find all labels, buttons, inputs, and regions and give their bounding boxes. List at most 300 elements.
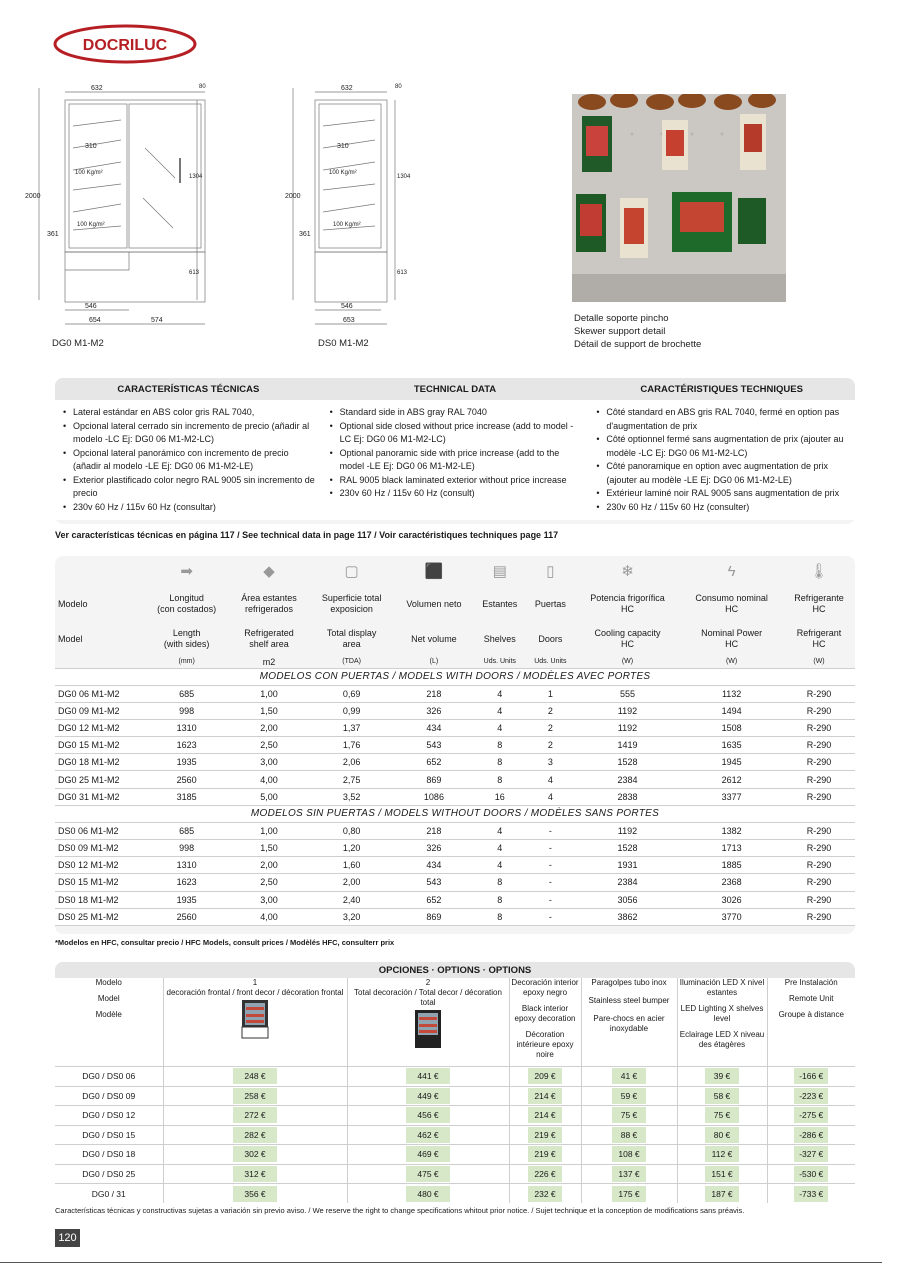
- table-cell: 4: [474, 685, 526, 702]
- table-cell: [347, 1067, 509, 1087]
- technical-features-header: [55, 378, 855, 400]
- table-cell: [509, 1164, 581, 1184]
- table-row: [55, 771, 855, 788]
- table-cell: [509, 1184, 581, 1204]
- table-cell: 1,00: [229, 822, 309, 839]
- tech-fr-item: • Extérieur laminé noir RAL 9005 sans augmentation de prix: [596, 487, 849, 501]
- table-cell: 2384: [575, 874, 680, 891]
- table-cell: 1086: [394, 788, 473, 805]
- table-cell: R-290: [783, 771, 855, 788]
- spec-header-cell: Estantes: [482, 598, 518, 609]
- dim-load2: 100 Kg/m²: [333, 222, 361, 228]
- price-value: 475 €: [406, 1166, 450, 1182]
- table-cell: 2,00: [229, 719, 309, 736]
- table-cell: [163, 1125, 347, 1145]
- table-cell: [163, 1145, 347, 1165]
- dim-side: 361: [47, 231, 59, 238]
- spec-header-cell: Consumo nominal HC: [695, 593, 768, 614]
- options-title: OPCIONES · OPTIONS · OPTIONS: [55, 962, 855, 978]
- table-cell: 685: [144, 822, 229, 839]
- table-cell: R-290: [783, 874, 855, 891]
- table-cell: DG0 / DS0 25: [55, 1164, 163, 1184]
- table-cell: 434: [394, 719, 473, 736]
- footer-disclaimer: Características técnicas y constructivas sujetas a variación sin previo aviso. / We reserve the right to change specifications whitout prior notice. / Sujet technique et la conception de modifications sans préavis.: [55, 1206, 745, 1215]
- price-value: 441 €: [406, 1068, 450, 1084]
- price-value: 219 €: [528, 1127, 562, 1143]
- table-cell: -: [526, 874, 575, 891]
- table-cell: 1,76: [309, 737, 394, 754]
- dim-shelf: 310: [337, 143, 349, 150]
- spec-unit-cell: (L): [394, 656, 473, 668]
- tech-column-es: [55, 406, 322, 520]
- table-cell: 652: [394, 891, 473, 908]
- table-cell: 8: [474, 908, 526, 925]
- table-cell: [509, 1067, 581, 1087]
- tech-es-item: • Opcional lateral cerrado sin incremento de precio (añadir al modelo -LC Ej: DG0 06 M1-M2-LC): [63, 420, 316, 447]
- table-cell: 1528: [575, 840, 680, 857]
- opt-col-total-decor: 2 Total decoración / Total decor / décoration total: [347, 978, 509, 1067]
- table-cell: 1,50: [229, 702, 309, 719]
- table-row: [55, 822, 855, 839]
- table-cell: DG0 06 M1-M2: [55, 685, 144, 702]
- table-row: [55, 702, 855, 719]
- table-cell: 1192: [575, 719, 680, 736]
- table-cell: [581, 1106, 677, 1126]
- price-value: 480 €: [406, 1186, 450, 1202]
- hfc-note: *Modelos en HFC, consultar precio / HFC Models, consult prices / Modèlés HFC, consulterr prix: [55, 938, 395, 947]
- door-icon: ▯: [546, 563, 555, 580]
- table-cell: DG0 18 M1-M2: [55, 754, 144, 771]
- table-cell: 4: [474, 822, 526, 839]
- tech-fr-item: • 230v 60 Hz / 115v 60 Hz (consulter): [596, 501, 849, 515]
- tech-fr-item: • Côté optionnel fermé sans augmentation de prix (ajouter au modèle -LC Ej: DG0 06 M1-M2-LC): [596, 433, 849, 460]
- table-cell: 326: [394, 840, 473, 857]
- table-cell: 0,99: [309, 702, 394, 719]
- see-technical-data-note: Ver características técnicas en página 117 / See technical data in page 117 / Voir caractéristiques techniques page 117: [55, 530, 559, 540]
- table-cell: 1310: [144, 719, 229, 736]
- tech-es-item: • 230v 60 Hz / 115v 60 Hz (consultar): [63, 501, 316, 515]
- table-cell: R-290: [783, 840, 855, 857]
- table-cell: 1508: [680, 719, 783, 736]
- price-value: 41 €: [612, 1068, 646, 1084]
- table-cell: 2560: [144, 771, 229, 788]
- tech-column-fr: [588, 406, 855, 520]
- dim-height: 2000: [285, 193, 301, 200]
- dim-shelf: 310: [85, 143, 97, 150]
- table-row: [55, 891, 855, 908]
- table-cell: [509, 1145, 581, 1165]
- table-cell: 0,80: [309, 822, 394, 839]
- dim-top-h: 80: [395, 84, 402, 90]
- table-cell: 2384: [575, 771, 680, 788]
- table-cell: R-290: [783, 857, 855, 874]
- table-cell: 2560: [144, 908, 229, 925]
- specifications-panel: [55, 556, 855, 934]
- spec-header-cell: Cooling capacity HC: [594, 628, 661, 649]
- display-area-icon: ▢: [344, 563, 359, 580]
- table-cell: DG0 / DS0 12: [55, 1106, 163, 1126]
- table-cell: 543: [394, 874, 473, 891]
- arrow-icon: ➡: [180, 563, 193, 580]
- spec-header-cell: Doors: [538, 633, 563, 644]
- table-cell: -: [526, 857, 575, 874]
- table-cell: -: [526, 822, 575, 839]
- table-cell: [677, 1106, 767, 1126]
- dg0-caption: DG0 M1-M2: [52, 338, 104, 349]
- spec-header-cell: Shelves: [483, 633, 516, 644]
- options-header-row: [55, 978, 855, 1067]
- table-cell: 3: [526, 754, 575, 771]
- table-cell: 2,40: [309, 891, 394, 908]
- table-cell: [509, 1086, 581, 1106]
- spec-unit-cell: (TDA): [309, 656, 394, 668]
- table-cell: 2,00: [309, 874, 394, 891]
- table-cell: DG0 / DS0 15: [55, 1125, 163, 1145]
- table-cell: 16: [474, 788, 526, 805]
- skewer-support-photo: [572, 94, 786, 302]
- tech-fr-item: • Côté standard en ABS gris RAL 7040, fermé en option pas d'augmentation de prix: [596, 406, 849, 433]
- table-cell: 2,75: [309, 771, 394, 788]
- table-cell: 1623: [144, 737, 229, 754]
- brand-name: DOCRILUC: [82, 37, 168, 54]
- table-cell: DS0 06 M1-M2: [55, 822, 144, 839]
- table-cell: [581, 1086, 677, 1106]
- tech-en-item: • Optional panoramic side with price increase (add to the model -LE Ej: DG0 06 M1-M2-LE): [330, 447, 583, 474]
- table-cell: 1,20: [309, 840, 394, 857]
- price-value: 248 €: [233, 1068, 277, 1084]
- table-cell: [581, 1067, 677, 1087]
- spec-unit-cell: (W): [575, 656, 680, 668]
- table-cell: [509, 1125, 581, 1145]
- table-cell: [163, 1067, 347, 1087]
- table-row: [55, 1184, 855, 1204]
- snowflake-icon: ❄: [621, 563, 634, 580]
- specifications-table: [55, 556, 855, 926]
- table-cell: R-290: [783, 822, 855, 839]
- table-cell: [677, 1184, 767, 1204]
- table-cell: [347, 1184, 509, 1204]
- spec-icon-row: [55, 556, 855, 586]
- price-value: 258 €: [233, 1088, 277, 1104]
- opt-col-led: Iluminación LED X nivel estantes LED Lighting X shelves level Eclairage LED X niveau des étagères: [677, 978, 767, 1067]
- price-value: 356 €: [233, 1186, 277, 1202]
- table-cell: 3377: [680, 788, 783, 805]
- spec-header-cell: Modelo: [58, 598, 88, 609]
- spec-section-title: MODELOS SIN PUERTAS / MODELS WITHOUT DOORS / MODÈLES SANS PORTES: [55, 805, 855, 822]
- price-value: 137 €: [612, 1166, 646, 1182]
- volume-icon: ⬛: [424, 563, 444, 580]
- table-cell: 998: [144, 702, 229, 719]
- table-cell: [347, 1086, 509, 1106]
- price-value: 39 €: [705, 1068, 739, 1084]
- table-cell: DG0 09 M1-M2: [55, 702, 144, 719]
- table-cell: DS0 18 M1-M2: [55, 891, 144, 908]
- table-cell: 4: [474, 840, 526, 857]
- table-cell: 1132: [680, 685, 783, 702]
- table-cell: 3,52: [309, 788, 394, 805]
- table-row: [55, 1164, 855, 1184]
- dim-load1: 100 Kg/m²: [329, 170, 357, 176]
- ds0-technical-drawing: [285, 78, 415, 333]
- tech-es-item: • Opcional lateral panorámico con incremento de precio (añadir al modelo -LE Ej: DG0 06 M1-M2-LE): [63, 447, 316, 474]
- shelf-area-icon: ◆: [263, 563, 275, 580]
- opt-col-model: Modelo Model Modèle: [55, 978, 163, 1067]
- table-cell: DG0 31 M1-M2: [55, 788, 144, 805]
- price-value: 88 €: [612, 1127, 646, 1143]
- table-cell: 2: [526, 737, 575, 754]
- table-cell: DG0 / DS0 06: [55, 1067, 163, 1087]
- table-row: [55, 788, 855, 805]
- spec-header-cell: Net volume: [411, 633, 457, 644]
- table-cell: 4,00: [229, 771, 309, 788]
- table-cell: [347, 1125, 509, 1145]
- table-cell: DS0 12 M1-M2: [55, 857, 144, 874]
- table-cell: 1931: [575, 857, 680, 874]
- table-row: [55, 1125, 855, 1145]
- table-cell: 2: [526, 702, 575, 719]
- price-value: 75 €: [612, 1107, 646, 1123]
- table-cell: 1,60: [309, 857, 394, 874]
- price-value: 80 €: [705, 1127, 739, 1143]
- table-cell: 8: [474, 737, 526, 754]
- table-cell: 1713: [680, 840, 783, 857]
- table-row: [55, 754, 855, 771]
- total-decor-cabinet-image: [414, 1009, 442, 1049]
- tech-en-item: • Standard side in ABS gray RAL 7040: [330, 406, 583, 420]
- tech-header-fr: CARACTÉRISTIQUES TECHNIQUES: [640, 383, 803, 395]
- table-cell: -: [526, 908, 575, 925]
- spec-section-title: MODELOS CON PUERTAS / MODELS WITH DOORS / MODÈLES AVEC PORTES: [55, 668, 855, 685]
- price-value: 449 €: [406, 1088, 450, 1104]
- table-cell: 1935: [144, 754, 229, 771]
- table-cell: 652: [394, 754, 473, 771]
- price-value: 312 €: [233, 1166, 277, 1182]
- shelves-icon: ▤: [492, 563, 507, 580]
- table-cell: [677, 1067, 767, 1087]
- table-cell: [163, 1184, 347, 1204]
- table-cell: 1945: [680, 754, 783, 771]
- spec-header-cell: Length (with sides): [163, 628, 210, 649]
- table-cell: 8: [474, 754, 526, 771]
- thermometer-icon: 🌡: [809, 563, 829, 580]
- dim-door: 574: [151, 317, 163, 324]
- spec-header-cell: Puertas: [534, 598, 566, 609]
- dim-depth1: 546: [85, 303, 97, 310]
- table-cell: R-290: [783, 702, 855, 719]
- table-cell: 218: [394, 685, 473, 702]
- price-value: -733 €: [794, 1186, 828, 1202]
- table-cell: [767, 1067, 855, 1087]
- price-value: 58 €: [705, 1088, 739, 1104]
- spec-header-cell: Model: [58, 633, 83, 644]
- table-cell: R-290: [783, 737, 855, 754]
- table-cell: 1935: [144, 891, 229, 908]
- table-cell: -: [526, 891, 575, 908]
- tech-en-item: • 230v 60 Hz / 115v 60 Hz (consult): [330, 487, 583, 501]
- table-cell: 434: [394, 857, 473, 874]
- lightning-icon: ϟ: [727, 562, 736, 580]
- spec-unit-cell: Uds. Units: [526, 656, 575, 668]
- table-cell: [509, 1106, 581, 1126]
- table-cell: 555: [575, 685, 680, 702]
- tech-es-item: • Exterior plastificado color negro RAL 9005 sin incremento de precio: [63, 474, 316, 501]
- table-cell: [581, 1145, 677, 1165]
- front-decor-cabinet-image: [241, 999, 269, 1039]
- table-cell: DS0 15 M1-M2: [55, 874, 144, 891]
- table-cell: 2,50: [229, 874, 309, 891]
- table-cell: [581, 1184, 677, 1204]
- dim-top-width: 632: [91, 85, 103, 92]
- table-cell: 998: [144, 840, 229, 857]
- spec-header-cell: Área estantes refrigerados: [241, 593, 297, 614]
- price-value: 272 €: [233, 1107, 277, 1123]
- spec-unit-cell: (W): [680, 656, 783, 668]
- options-table: [55, 978, 855, 1203]
- table-cell: [163, 1106, 347, 1126]
- table-row: [55, 874, 855, 891]
- table-row: [55, 1067, 855, 1087]
- price-value: -166 €: [794, 1068, 828, 1084]
- table-cell: 8: [474, 771, 526, 788]
- spec-header-cell: Potencia frigorífica HC: [590, 593, 665, 614]
- table-cell: 1: [526, 685, 575, 702]
- spec-header-cell: Refrigerante HC: [794, 593, 844, 614]
- price-value: 75 €: [705, 1107, 739, 1123]
- table-cell: 2,50: [229, 737, 309, 754]
- spec-unit-cell: (W): [783, 656, 855, 668]
- table-cell: -: [526, 840, 575, 857]
- spec-header-cell: Superficie total exposicion: [321, 593, 382, 614]
- table-row: [55, 1086, 855, 1106]
- table-cell: 1192: [575, 822, 680, 839]
- table-cell: [581, 1164, 677, 1184]
- table-cell: 1635: [680, 737, 783, 754]
- spec-header-cell: Total display area: [326, 628, 377, 649]
- table-cell: 2838: [575, 788, 680, 805]
- table-cell: R-290: [783, 719, 855, 736]
- table-cell: [347, 1145, 509, 1165]
- dim-base-h: 613: [397, 270, 408, 276]
- spec-header-row-es: [55, 586, 855, 622]
- table-row: [55, 1145, 855, 1165]
- price-value: 187 €: [705, 1186, 739, 1202]
- table-row: [55, 908, 855, 925]
- ds0-caption: DS0 M1-M2: [318, 338, 369, 349]
- table-cell: 8: [474, 874, 526, 891]
- price-value: 282 €: [233, 1127, 277, 1143]
- table-cell: [767, 1184, 855, 1204]
- table-cell: 4: [526, 771, 575, 788]
- dim-load2: 100 Kg/m²: [77, 222, 105, 228]
- table-cell: 2368: [680, 874, 783, 891]
- price-value: 108 €: [612, 1146, 646, 1162]
- spec-header-cell: Volumen neto: [406, 598, 462, 609]
- table-cell: 3,00: [229, 754, 309, 771]
- table-cell: DG0 15 M1-M2: [55, 737, 144, 754]
- table-cell: 1382: [680, 822, 783, 839]
- table-cell: R-290: [783, 908, 855, 925]
- table-cell: [163, 1164, 347, 1184]
- spec-header-cell: Longitud (con costados): [157, 593, 217, 614]
- dim-base-h: 613: [189, 270, 200, 276]
- table-cell: DS0 25 M1-M2: [55, 908, 144, 925]
- opt-col-bumper: Paragolpes tubo inox Stainless steel bumper Pare-chocs en acier inoxydable: [581, 978, 677, 1067]
- table-cell: 685: [144, 685, 229, 702]
- table-cell: 3,00: [229, 891, 309, 908]
- table-cell: 1494: [680, 702, 783, 719]
- table-cell: [767, 1145, 855, 1165]
- table-cell: DG0 25 M1-M2: [55, 771, 144, 788]
- spec-unit-cell: (mm): [144, 656, 229, 668]
- photo-caption-en: Skewer support detail: [574, 326, 666, 337]
- table-cell: 869: [394, 908, 473, 925]
- table-cell: R-290: [783, 788, 855, 805]
- price-value: -275 €: [794, 1107, 828, 1123]
- tech-en-item: • Optional side closed without price increase (add to model -LC Ej: DG0 06 M1-M2-LC): [330, 420, 583, 447]
- table-row: [55, 840, 855, 857]
- dim-top-h: 80: [199, 84, 206, 90]
- options-panel: [55, 962, 855, 1198]
- price-value: 456 €: [406, 1107, 450, 1123]
- table-cell: R-290: [783, 685, 855, 702]
- table-row: [55, 737, 855, 754]
- table-cell: 4: [474, 702, 526, 719]
- table-cell: 3056: [575, 891, 680, 908]
- table-cell: [677, 1145, 767, 1165]
- table-cell: [767, 1086, 855, 1106]
- spec-units-row: [55, 656, 855, 668]
- table-cell: 2,00: [229, 857, 309, 874]
- dim-side: 361: [299, 231, 311, 238]
- table-cell: 326: [394, 702, 473, 719]
- tech-es-item: • Lateral estándar en ABS color gris RAL 7040,: [63, 406, 316, 420]
- table-cell: 1419: [575, 737, 680, 754]
- dim-depth2: 654: [89, 317, 101, 324]
- table-cell: 1528: [575, 754, 680, 771]
- opt-col-interior-epoxy: Decoración interior epoxy negro Black interior epoxy decoration Décoration intérieure epoxy noire: [509, 978, 581, 1067]
- price-value: -286 €: [794, 1127, 828, 1143]
- dim-load1: 100 Kg/m²: [75, 170, 103, 176]
- table-cell: 2612: [680, 771, 783, 788]
- table-cell: 3,20: [309, 908, 394, 925]
- photo-caption-fr: Détail de support de brochette: [574, 339, 702, 350]
- table-cell: 1192: [575, 702, 680, 719]
- table-cell: [767, 1164, 855, 1184]
- table-cell: DS0 09 M1-M2: [55, 840, 144, 857]
- spec-header-cell: Refrigerated shelf area: [244, 628, 294, 649]
- tech-header-en: TECHNICAL DATA: [413, 383, 497, 395]
- price-value: -530 €: [794, 1166, 828, 1182]
- table-cell: 1885: [680, 857, 783, 874]
- tech-en-item: • RAL 9005 black laminated exterior without price increase: [330, 474, 583, 488]
- price-value: 219 €: [528, 1146, 562, 1162]
- tech-header-es: CARACTERÍSTICAS TÉCNICAS: [117, 383, 260, 395]
- price-value: 302 €: [233, 1146, 277, 1162]
- table-cell: [677, 1086, 767, 1106]
- price-value: 214 €: [528, 1088, 562, 1104]
- table-row: [55, 685, 855, 702]
- spec-unit-cell: m2: [229, 656, 309, 668]
- dg0-technical-drawing: [25, 78, 215, 333]
- table-cell: DG0 12 M1-M2: [55, 719, 144, 736]
- table-cell: 1623: [144, 874, 229, 891]
- price-value: 214 €: [528, 1107, 562, 1123]
- table-cell: R-290: [783, 891, 855, 908]
- price-value: 462 €: [406, 1127, 450, 1143]
- table-cell: 4: [526, 788, 575, 805]
- opt-col-remote: Pre Instalación Remote Unit Groupe à distance: [767, 978, 855, 1067]
- table-cell: DG0 / DS0 18: [55, 1145, 163, 1165]
